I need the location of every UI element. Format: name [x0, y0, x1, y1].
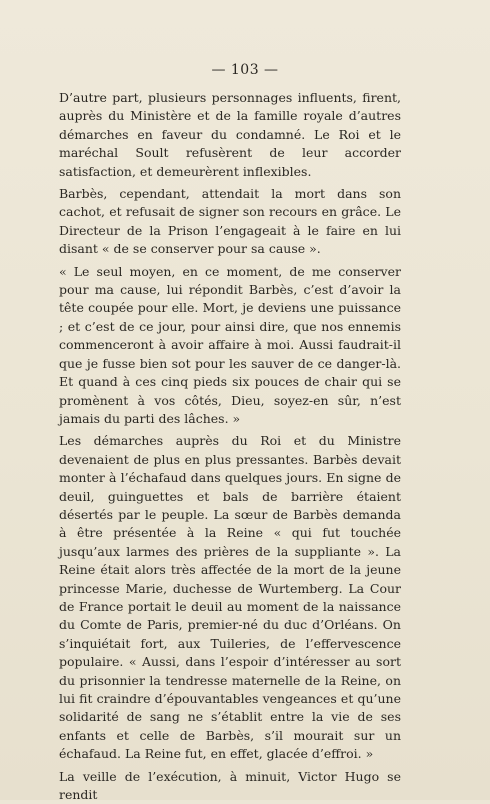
- paragraph-2: Barbès, cependant, attendait la mort dans son cachot, et refusait de signer son recours en grâce. Le Directeur de la Prison l’engageait à le faire en lui disant « de se conserver pour sa cause ».: [59, 186, 401, 257]
- paragraph-1: D’autre part, plusieurs personnages influents, firent, auprès du Ministère et de la famille royale d’autres démarches en faveur du condamné. Le Roi et le maréchal Soult refusèrent de leur accorder satisfaction, et demeurèrent inflexibles.: [59, 90, 401, 179]
- paragraph-4: Les démarches auprès du Roi et du Ministre devenaient de plus en plus pressantes. Barbès devait monter à l’échafaud dans quelques jours. En signe de deuil, guinguettes et bals de barrière étaient désertés par le peuple. La sœur de Barbès demanda à être présentée à la Reine « qui fut touchée jusqu’aux larmes des prières de la suppliante ». La Reine était alors très affectée de la mort de la jeune princesse Marie, duchesse de Wurtemberg. La Cour de France portait le deuil au moment de la naissance du Comte de Paris, premier-né du duc d’Orléans. On s’inquiétait fort, aux Tuileries, de l’effervescence populaire. « Aussi, dans l’espoir d’intéresser au sort du prisonnier la tendresse maternelle de la Reine, on lui fit craindre d’épouvantables vengeances et qu’une solidarité de sang ne s’établit entre la vie de ses enfants et celle de Barbès, s’il mourait sur un échafaud. La Reine fut, en effet, glacée d’effroi. »: [59, 433, 401, 762]
- paragraph-3: « Le seul moyen, en ce moment, de me conserver pour ma cause, lui répondit Barbès, c’est d’avoir la tête coupée pour elle. Mort, je deviens une puissance ; et c’est de ce jour, pour ainsi dire, que nos ennemis commenceront à avoir affaire à moi. Aussi faudrait-il que je fusse bien sot pour les sauver de ce danger-là. Et quand à ces cinq pieds six pouces de chair qui se promènent à vos côtés, Dieu, soyez-en sûr, n’est jamais du parti des lâches. »: [59, 263, 401, 426]
- paragraph-5: La veille de l’exécution, à minuit, Victor Hugo se rendit: [59, 768, 401, 803]
- body-text: [59, 89, 401, 804]
- page-number: — 103 —: [211, 62, 279, 78]
